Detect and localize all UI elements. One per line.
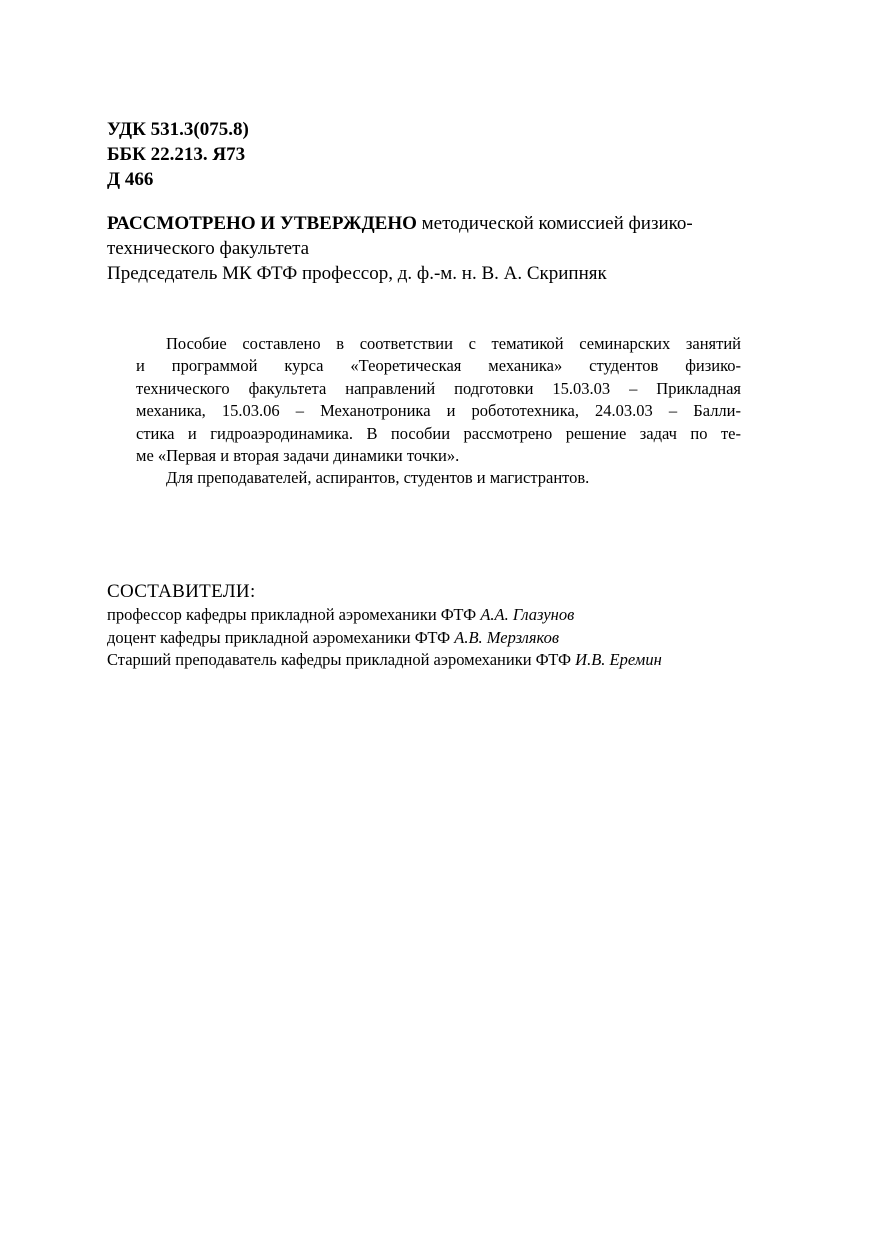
author-name: И.В. Еремин	[575, 650, 662, 669]
approval-block	[107, 211, 772, 286]
abstract-line: технического факультета направлений подготовки 15.03.03 – Прикладная	[136, 378, 741, 398]
authors-block	[107, 579, 662, 672]
author-row	[107, 627, 662, 650]
abstract-line: Пособие составлено в соответствии с тематикой семинарских занятий	[166, 334, 741, 353]
author-mark: Д 466	[107, 169, 154, 190]
author-row	[107, 649, 662, 672]
authors-heading: СОСТАВИТЕЛИ:	[107, 581, 256, 602]
author-name: А.В. Мерзляков	[454, 627, 560, 647]
approval-committee: методической комиссией физико-	[416, 213, 693, 234]
abstract-line: и программой курса «Теоретическая механика» студентов физико-	[136, 356, 741, 376]
approval-line-2: технического факультета	[107, 238, 310, 259]
author-role: профессор кафедры прикладной аэромеханики ФТФ	[107, 605, 481, 624]
author-row	[107, 604, 662, 627]
approval-heading: РАССМОТРЕНО И УТВЕРЖДЕНО	[107, 213, 417, 234]
author-name: А.А. Глазунов	[480, 605, 575, 624]
abstract-line: механика, 15.03.06 – Механотроника и робототехника, 24.03.03 – Балли-	[136, 401, 741, 421]
abstract-line: стика и гидроаэродинамика. В пособии рассмотрено решение задач по те-	[136, 423, 741, 443]
abstract	[136, 333, 741, 490]
approval-line-1	[107, 211, 772, 236]
bbk-code: ББК 22.213. Я73	[107, 144, 246, 165]
abstract-audience: Для преподавателей, аспирантов, студентов и магистрантов.	[166, 468, 590, 488]
author-role: Старший преподаватель кафедры прикладной аэромеханики ФТФ	[107, 650, 576, 669]
udk-code: УДК 531.3(075.8)	[107, 119, 249, 140]
author-role: доцент кафедры прикладной аэромеханики ФТФ	[107, 627, 455, 647]
approval-chairman: Председатель МК ФТФ профессор, д. ф.-м. н. В. А. Скрипняк	[107, 263, 607, 284]
classification-codes	[107, 117, 249, 192]
abstract-line: ме «Первая и вторая задачи динамики точки».	[136, 445, 460, 465]
